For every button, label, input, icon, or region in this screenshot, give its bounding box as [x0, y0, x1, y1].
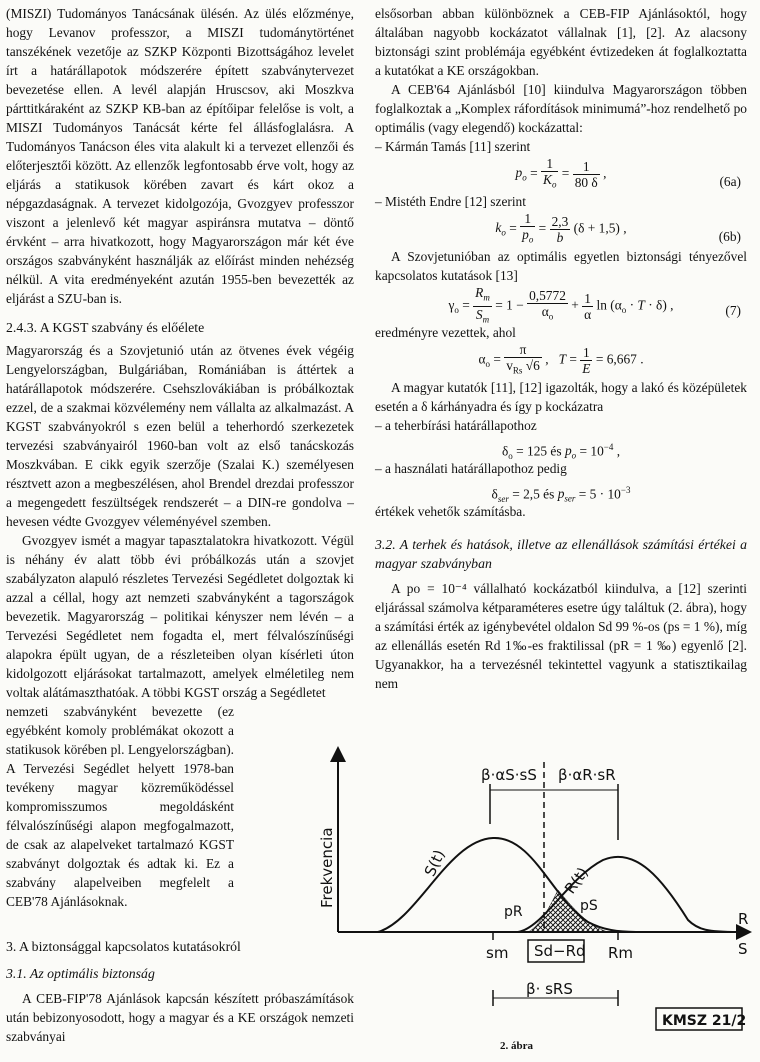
label-bottom: β· sRS	[526, 980, 573, 998]
list-item: – Mistéth Endre [12] szerint	[375, 194, 526, 209]
equation-number: (6a)	[719, 174, 741, 189]
equation-delta-o: $\delta_o = 125$ és $p_o = 10^{-4}$ ,	[501, 442, 621, 462]
paragraph-narrow: nemzeti szabványként bevezette (ez egyébként komoly problémákat okozott a statikusok körében pl. Lengyelországban). A Tervezési Segédlet helyett 1978-ban tevékeny magyar közreműködéssel kompromisszumos megoldásként félvalószínűségi alapon megfogalmazott, de csak az alapelveket tartalmazó KGST szabványt dolgoztak és adtak ki. Ez a szabvány alapelveiben megfelelt a CEB'78 Ajánlásoknak.	[6, 704, 234, 909]
equation-6b: $k_o$ = $\frac{1}{p_o}$ = $\frac{2,3}{b}$ (δ + 1,5) , (6b)	[495, 211, 741, 245]
section-heading-2-4-3: 2.4.3. A KGST szabvány és előélete	[6, 320, 205, 335]
label-rm: Rm	[608, 944, 634, 962]
equation-delta-ser: $\delta_{ser} = 2,5$ és $p_{ser} = 5 \cdot 10^{-3}$	[491, 485, 631, 505]
paragraph: A CEB'64 Ajánlásból [10] kiindulva Magyarországon többen foglalkoztak a „Komplex ráfordítások minimumá”-hoz rendelhető po optimális (vagy elegendő) kockázattal:	[375, 82, 747, 135]
paragraph: elsősorban abban különböznek a CEB-FIP Ajánlásoktól, hogy általában nagyobb kockázatot vállalnak [1], [2]. Az alacsony biztonsági szint problémája egyébként évtizedeken át foglalkoztatta a kutatókat a KE országokban.	[375, 6, 747, 78]
paragraph: A magyar kutatók [11], [12] igazolták, hogy a lakó és középületek esetén a δ kárhányadra és így p kockázatra	[375, 380, 747, 414]
paragraph: értékek vehetők számításba.	[375, 504, 526, 519]
right-column	[375, 4, 747, 693]
left-column	[6, 4, 354, 1046]
equation-7: $\gamma_o$ = $\frac{R_m}{S_m}$ = 1 − $\frac{0,5772}{\alpha_o}$ + $\frac{1}{\alpha}$ $\ln (\alpha_o \cdot T \cdot \delta)$ , (7)	[448, 285, 741, 325]
equation-alpha: $\alpha_o$ = $\frac{\pi}{v_{Rs} √6}$ , T = $\frac{1}{E}$ = 6,667 .	[478, 342, 644, 376]
label-ps: pS	[580, 898, 598, 914]
equation-number: (6b)	[718, 229, 741, 244]
figure-2-diagram	[318, 740, 758, 1062]
list-item: – Kármán Tamás [11] szerint	[375, 139, 531, 154]
label-curve-r: R(t)	[561, 863, 592, 898]
label-axis-r: R	[738, 910, 749, 928]
figure-caption: 2. ábra	[500, 1040, 533, 1052]
stamp-label: KMSZ 21/2	[662, 1013, 747, 1029]
label-curve-s: S(t)	[420, 846, 449, 880]
paragraph: Magyarország és a Szovjetunió után az ötvenes évek végéig Lengyelországban, Bulgáriában, Romániában is áttértek a határállapotok módszerére. Csehszlovákiában is próbálkoztak ezzel, de a szakmai közvélemény nem vállalta az alkalmazást. A KGST szabványokról s ezen belül a teherhordó szerkezetek tervezési szabványairól 1960-ban volt az első tanácskozás Moszkvában. E cikk egyik szerzője (Szalai K.) személyesen résztvett azon a megbeszélésen, ahol Brendel drezdai professzor a megengedett feszültségek rendszerét – a DIN-re gondolva – hevesen védte Gvozgyev véleményével szemben.	[6, 343, 354, 529]
label-top-right: β·αR·sR	[558, 766, 616, 784]
label-pr: pR	[504, 904, 523, 920]
label-top-left: β·αS·sS	[481, 766, 537, 784]
paragraph: (MISZI) Tudományos Tanácsának ülésén. Az ülés előzménye, hogy Levanov professzor, a MISZI tudománytörténet tanszékének vezetője az SZKP Központi Bizottságához levelet írt a határállapotok módszerére épített szabványtervezet bevezetése ellen. A levél alapján Hruscsov, aki Moszkva párttitkáraként az SZKP KB-ban az építőipar felelőse is volt, a MISZI Tudományos Tanácsát kérte fel állásfoglalásra. A Tudományos Tanácson éles vita alakult ki a tervezet ellenzői és előterjesztői között. Az ellenzők legfontosabb érve volt, hogy az eljárás a statikusok körében zavart és kárt okoz a népgazdaságnak. A tervezet kidolgozója, Gvozgyev professzor viszont a jelenlevő két magyar aspiránsra mutatva – döntő érvként – arra hivatkozott, hogy Magyarországon már két éve országos szabványként használják az előírást minden nehézség nélkül. A vita eredményeként azután 1955-ben bevezették az eljárást a SZU-ban is.	[6, 6, 354, 306]
label-sm: sm	[486, 944, 509, 962]
paragraph: eredményre vezettek, ahol	[375, 325, 516, 340]
section-heading-3: 3. A biztonsággal kapcsolatos kutatásokról	[6, 939, 241, 954]
equation-6a: $p_o$ = $\frac{1}{K_o}$ = $\frac{1}{80 \delta}$ , (6a)	[515, 156, 741, 190]
label-sd-rd: Sd−Rd	[534, 942, 586, 960]
paragraph: Gvozgyev ismét a magyar tapasztalatokra hivatkozott. Végül is néhány év alatt több évi próbálkozás után a szovjet szabályzaton alapuló részletes Tervezési Segédletet dolgoztak ki azzal a céllal, hogy azt nemzeti szabványként a tagországok bevezetik. Magyarország – politikai kényszer nem lévén – a Tervezési Segédletet nem fogadta el, mert félvalószínűségi alapokra épült ugyan, de a részleteiben olyan kísérleti úton kidolgozott eljárásokat tartalmazott, amelyek elméletileg nem voltak alátámaszthatóak. A többi KGST ország a Segédletet	[6, 533, 354, 700]
paragraph: A Szovjetunióban az optimális egyetlen biztonsági tényezővel kapcsolatos kutatások [13]	[375, 249, 747, 283]
section-heading-3-1: 3.1. Az optimális biztonság	[6, 966, 155, 981]
paragraph: A po = 10⁻⁴ vállalható kockázatból kiindulva, a [12] szerinti eljárással számolva kétparaméteres esetre úgy találtuk (2. ábra), hogy a számítási érték az igénybevétel oldalon Sd 99 %-os (ps = 1 %), míg az ellenállás esetén Rd 1‰-es fraktilissal (pR = 1 ‰) egyenlő [2]. Ugyanakkor, ha a tervezésnél tekintettel vagyunk a statisztikailag nem	[375, 581, 747, 691]
equation-number: (7)	[725, 303, 741, 318]
paragraph: A CEB-FIP'78 Ajánlások kapcsán készített próbaszámítások után bebizonyosodott, hogy a magyar és a KE országok nemzeti szabványai	[6, 991, 354, 1044]
list-item: – a teherbírási határállapothoz	[375, 418, 537, 433]
list-item: – a használati határállapothoz pedig	[375, 461, 567, 476]
section-heading-3-2: 3.2. A terhek és hatások, illetve az ellenállások számítási értékei a magyar szabványban	[375, 537, 747, 571]
label-axis-s: S	[738, 940, 748, 958]
y-axis-label: Frekvencia	[318, 827, 336, 908]
